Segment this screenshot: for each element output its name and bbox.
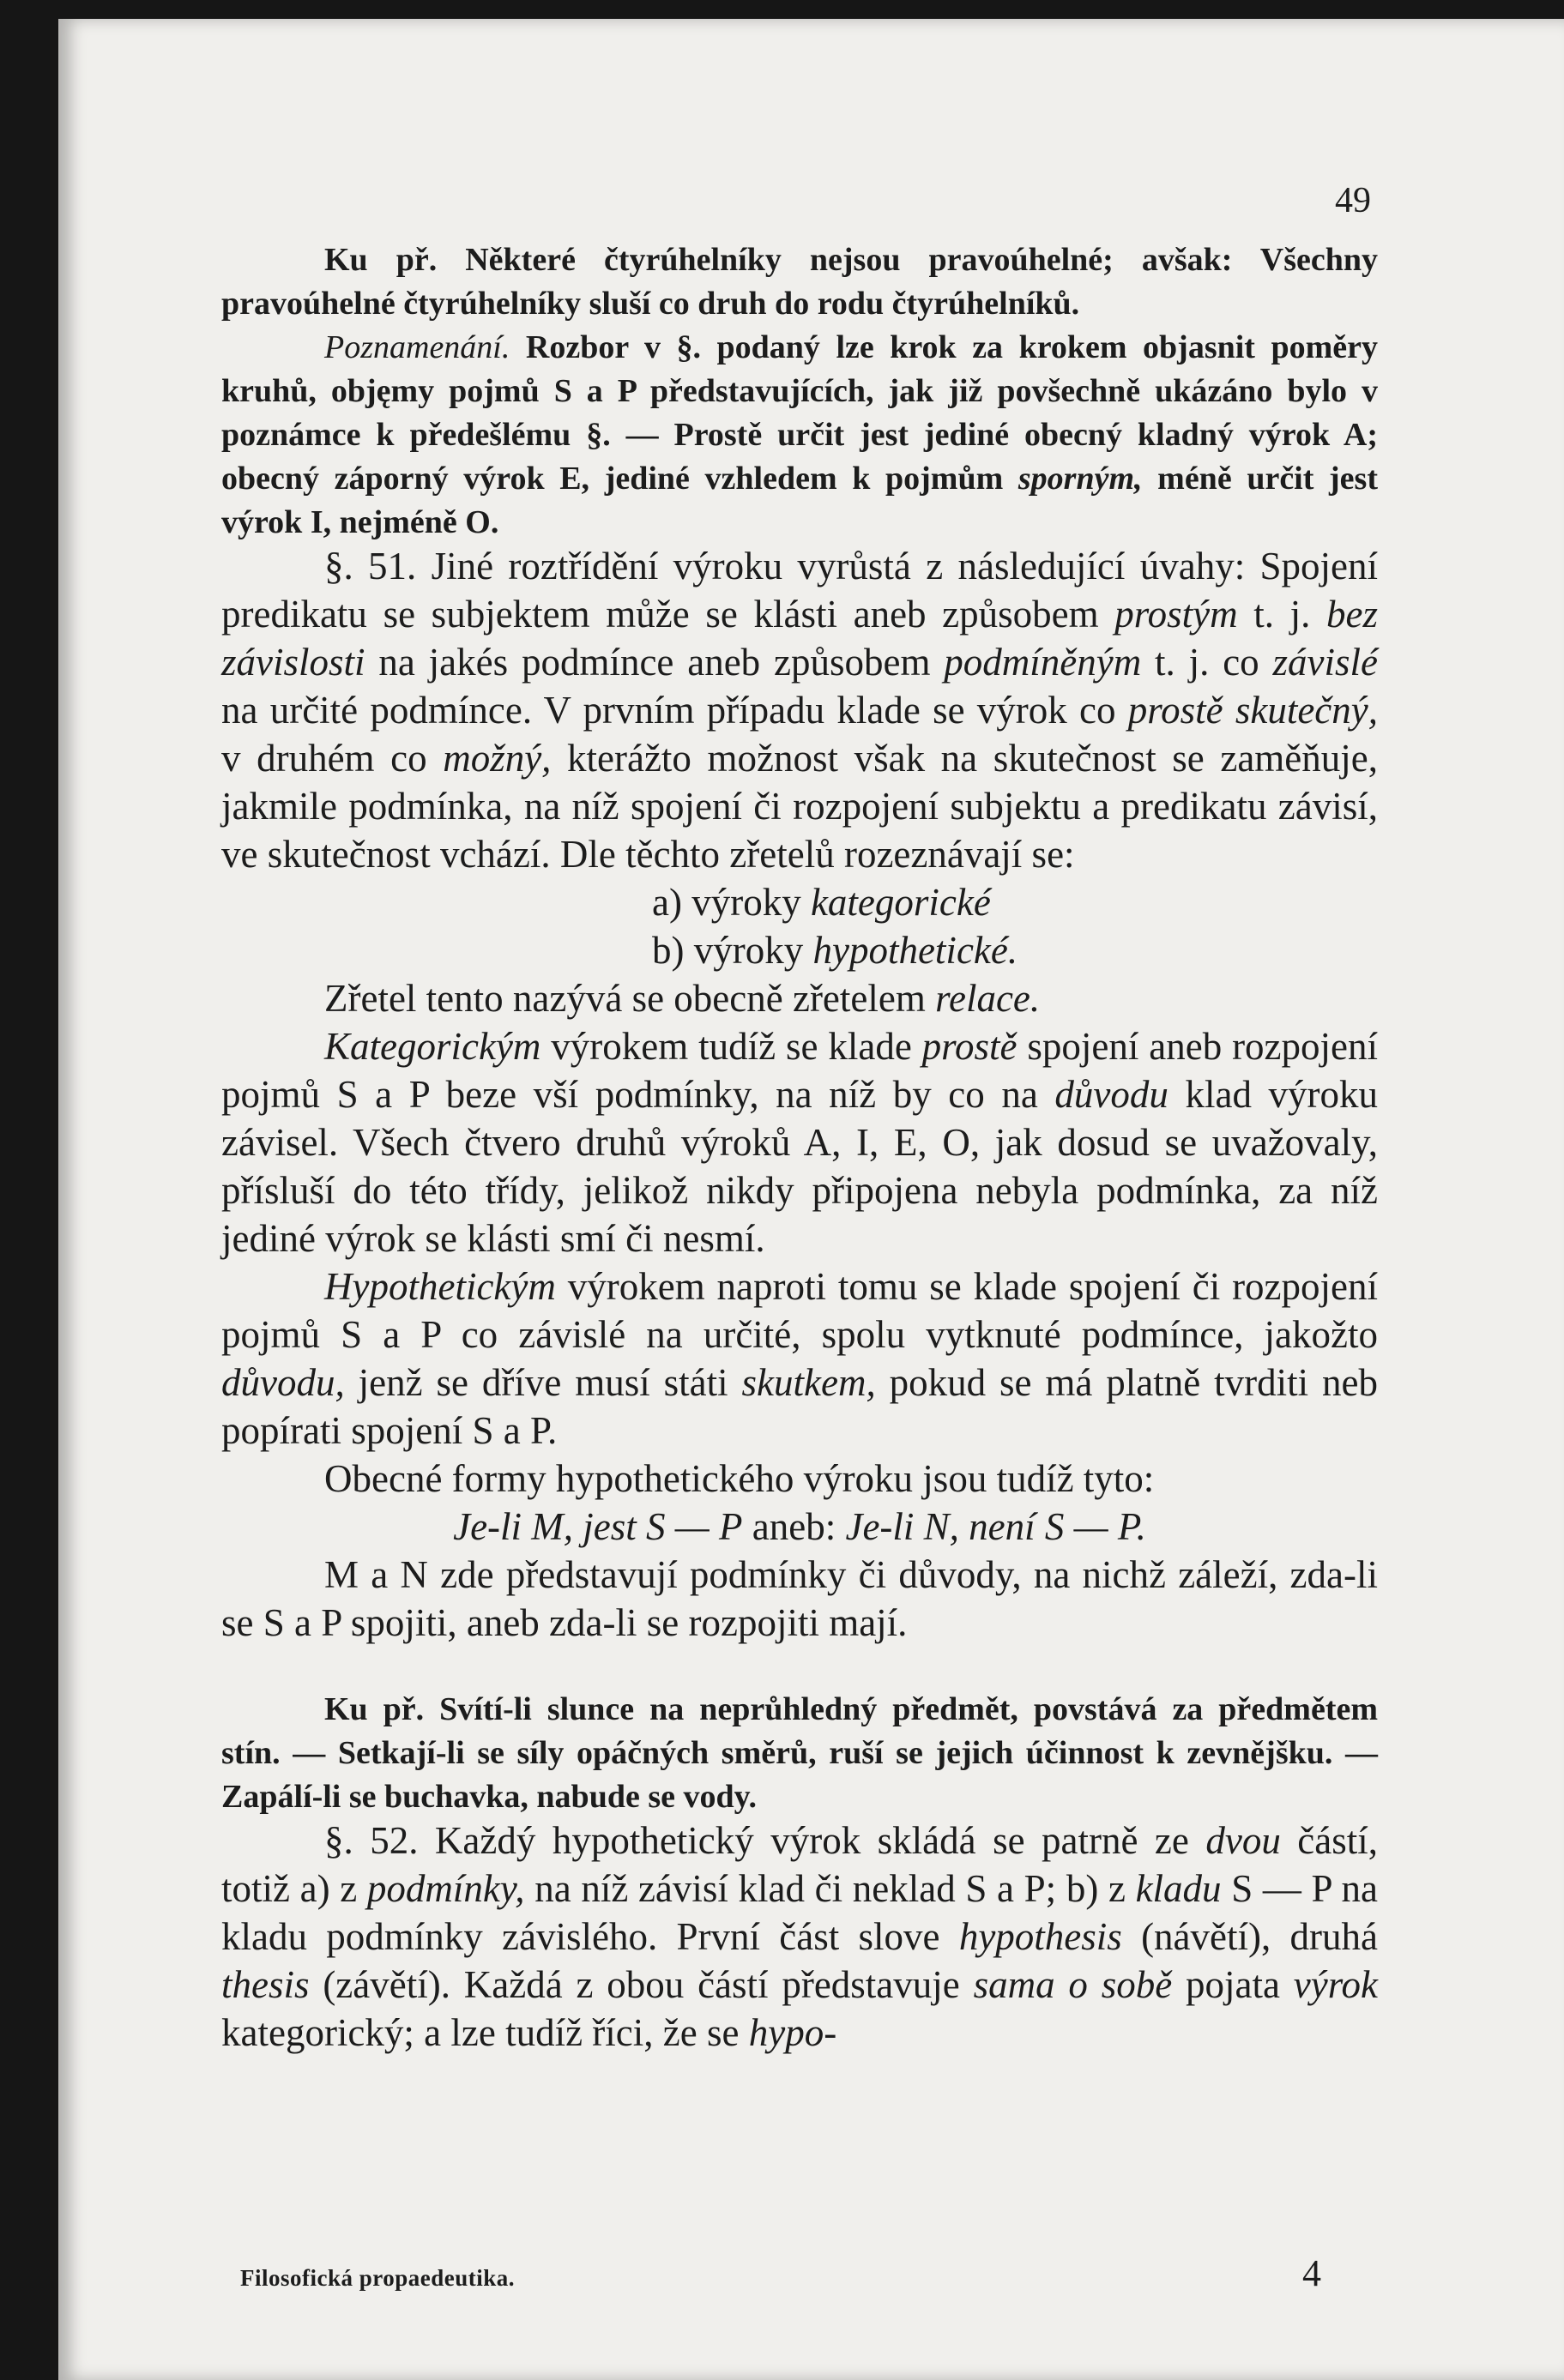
example-2-paragraph: Ku př. Svítí-li slunce na neprůhledný předmět, povstává za předmětem stín. — Setkají-li se síly opáčných směrů, ruší se jejich účinnost k zevnějšku. — Zapálí-li se buchavka, nabude se vody.: [221, 1691, 1378, 1815]
signature-mark: 4: [1302, 2252, 1321, 2294]
hypothetical-paragraph: Hypothetickým výrokem naproti tomu se klade spojení či rozpojení pojmů S a P co závislé na určité, spolu vytknuté podmínce, jakožto důvodu, jenž se dříve musí státi skutkem, pokud se má platně tvrditi neb popírati spojení S a P.: [221, 1265, 1378, 1452]
section-51-paragraph: §. 51. Jiné roztřídění výroku vyrůstá z následující úvahy: Spojení predikatu se subjektem může se klásti aneb způsobem prostým t. j. bez závislosti na jakés podmínce aneb způsobem podmíněným t. j. co závislé na určité podmínce. V prvním případu klade se výrok co prostě skutečný, v druhém co možný, kterážto možnost však na skutečnost se zaměňuje, jakmile podmínka, na níž spojení či rozpojení subjektu a predikatu závisí, ve skutečnost vchází. Dle těchto zřetelů rozeznávají se:: [221, 545, 1379, 876]
type-a: a) výroky kategorické: [652, 881, 991, 924]
page-number: 49: [1335, 181, 1371, 220]
judgment-types-list: [221, 878, 1378, 974]
section-52: [221, 1817, 1378, 2057]
book-page: [58, 19, 1564, 2380]
mn-paragraph: M a N zde představují podmínky či důvody, na nichž záleží, zda-li se S a P spojiti, aneb zda-li se rozpojiti mají.: [221, 1553, 1378, 1644]
page-footer: [240, 2251, 1390, 2295]
relation-paragraph: Zřetel tento nazývá se obecně zřetelem relace.: [324, 977, 1041, 1020]
type-b: b) výroky hypothetické.: [652, 929, 1018, 972]
section-51: [221, 542, 1378, 1647]
running-title: Filosofická propaedeutika.: [240, 2265, 516, 2291]
example-paragraph: Ku př. Některé čtyrúhelníky nejsou pravoúhelné; avšak: Všechny pravoúhelné čtyrúhelníky sluší co druh do rodu čtyrúhelníků.: [221, 242, 1378, 322]
note-paragraph: Poznamenání. Rozbor v §. podaný lze krok za krokem objasnit poměry kruhů, objęmy pojmů S a P představujících, jak již povšechně ukázáno bylo v poznámce k předešlému §. — Prostě určit jest jediné obecný kladný výrok A; obecný záporný výrok E, jediné vzhledem k pojmům sporným, méně určit jest výrok I, nejméně O.: [221, 329, 1378, 540]
section-52-paragraph: §. 52. Každý hypothetický výrok skládá se patrně ze dvou částí, totiž a) z podmínky, na níž závisí klad či neklad S a P; b) z kladu S — P na kladu podmínky závislého. První část slove hypothesis (návětí), druhá thesis (závětí). Každá z obou částí představuje sama o sobě pojata výrok kategorický; a lze tudíž říci, že se hypo-: [221, 1819, 1379, 2054]
forms-intro: Obecné formy hypothetického výroku jsou tudíž tyto:: [324, 1457, 1155, 1500]
categorical-paragraph: Kategorickým výrokem tudíž se klade prostě spojení aneb rozpojení pojmů S a P beze vší podmínky, na níž by co na důvodu klad výroku závisel. Všech čtvero druhů výroků A, I, E, O, jak dosud se uvažovaly, přísluší do této třídy, jelikož nikdy připojena nebyla podmínka, za níž jediné výrok se klásti smí či nesmí.: [221, 1025, 1379, 1260]
example-block: [221, 1688, 1378, 1819]
note-label: Poznamenání.: [324, 329, 510, 365]
note-block: [221, 238, 1378, 545]
hypothetical-formula: Je-li M, jest S — P aneb: Je-li N, není S — P.: [453, 1505, 1146, 1548]
